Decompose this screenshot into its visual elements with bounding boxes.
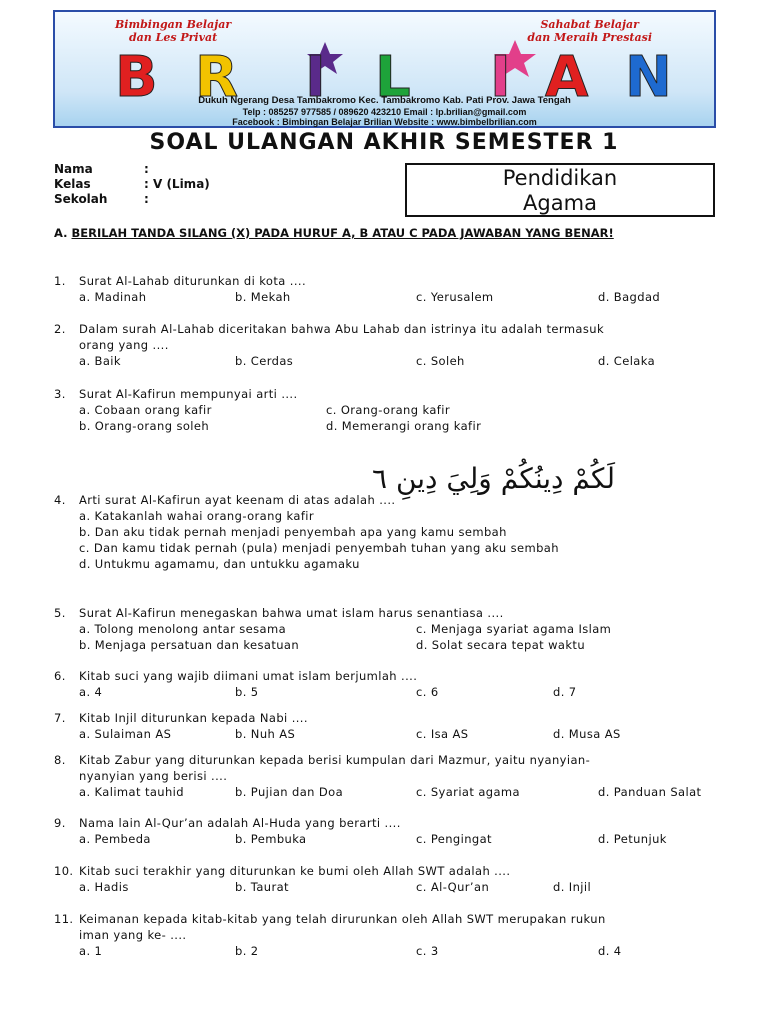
question-10 [54, 863, 734, 895]
option-d: d. Injil [553, 880, 592, 894]
option-b: b. Pujian dan Doa [235, 785, 344, 799]
option-a: a. Hadis [79, 880, 129, 894]
question-number: 10. [54, 864, 74, 878]
option-d: d. Panduan Salat [598, 785, 702, 799]
option-b: b. Dan aku tidak pernah menjadi penyembah apa yang kamu sembah [79, 525, 507, 539]
logo-letter-r: R [195, 45, 239, 110]
question-text: Surat Al-Lahab diturunkan di kota .... [79, 274, 307, 288]
tagline-left-line-2: dan Les Privat [128, 31, 218, 44]
question-11 [54, 911, 734, 959]
arabic-verse-text: لَكُمْ دِينُكُمْ وَلِيَ دِينِ ٦ [372, 462, 616, 495]
subject-line-2: Agama [523, 191, 597, 215]
question-3 [54, 386, 734, 434]
question-number: 3. [54, 387, 66, 401]
question-1 [54, 273, 734, 305]
option-c: c. 6 [416, 685, 439, 699]
option-c: c. Al-Qur’an [416, 880, 490, 894]
option-d: d. Solat secara tepat waktu [416, 638, 586, 652]
option-c: c. Yerusalem [416, 290, 494, 304]
tagline-right-line-2: dan Meraih Prestasi [527, 31, 652, 44]
option-b: b. Menjaga persatuan dan kesatuan [79, 638, 300, 652]
option-c: c. Syariat agama [416, 785, 520, 799]
question-5 [54, 605, 734, 653]
option-b: b. Nuh AS [235, 727, 296, 741]
kelas-value: : V (Lima) [144, 177, 210, 191]
option-c: c. Isa AS [416, 727, 469, 741]
question-text: Nama lain Al-Qur’an adalah Al-Huda yang berarti .... [79, 816, 401, 830]
logo-letter-i: I [305, 45, 326, 110]
option-b: b. Taurat [235, 880, 289, 894]
logo-letter-b: B [115, 45, 158, 110]
option-d: d. Bagdad [598, 290, 661, 304]
option-c: c. Menjaga syariat agama Islam [416, 622, 612, 636]
option-a: a. Cobaan orang kafir [79, 403, 212, 417]
subject-line-1: Pendidikan [502, 166, 618, 190]
option-b: b. Pembuka [235, 832, 307, 846]
tagline-right-line-1: Sahabat Belajar [540, 18, 639, 31]
question-text: Surat Al-Kafirun menegaskan bahwa umat islam harus senantiasa .... [79, 606, 504, 620]
option-d: d. Untukmu agamamu, dan untukku agamaku [79, 557, 360, 571]
option-b: b. 2 [235, 944, 259, 958]
logo-letter-i2: I [490, 45, 511, 110]
option-c: c. Orang-orang kafir [326, 403, 450, 417]
question-text: Keimanan kepada kitab-kitab yang telah dirurunkan oleh Allah SWT merupakan rukun [79, 912, 606, 926]
option-c: c. Soleh [416, 354, 465, 368]
question-text: Surat Al-Kafirun mempunyai arti .... [79, 387, 298, 401]
question-text: Kitab Injil diturunkan kepada Nabi .... [79, 711, 308, 725]
section-instruction [54, 225, 716, 241]
option-a: a. Madinah [79, 290, 147, 304]
header-banner [53, 10, 716, 128]
question-number: 4. [54, 493, 66, 507]
sekolah-label: Sekolah [54, 192, 108, 206]
option-b: b. Cerdas [235, 354, 294, 368]
section-letter: A. [54, 226, 68, 240]
question-text-cont: iman yang ke- .... [79, 928, 187, 942]
sekolah-field: : [144, 192, 149, 206]
option-b: b. Orang-orang soleh [79, 419, 210, 433]
option-a: a. Katakanlah wahai orang-orang kafir [79, 509, 315, 523]
question-number: 9. [54, 816, 66, 830]
question-number: 1. [54, 274, 66, 288]
banner-contact: Telp : 085257 977585 / 089620 423210 Email : lp.brilian@gmail.com [242, 107, 527, 117]
nama-field: : [144, 162, 149, 176]
option-d: d. Musa AS [553, 727, 621, 741]
question-text: Kitab suci yang wajib diimani umat islam berjumlah .... [79, 669, 418, 683]
question-text-cont: nyanyian yang berisi .... [79, 769, 228, 783]
kelas-label: Kelas [54, 177, 91, 191]
option-d: d. Memerangi orang kafir [326, 419, 482, 433]
option-a: a. Tolong menolong antar sesama [79, 622, 287, 636]
question-7 [54, 710, 734, 742]
question-text: Dalam surah Al-Lahab diceritakan bahwa Abu Lahab dan istrinya itu adalah termasuk [79, 322, 605, 336]
banner-address: Dukuh Ngerang Desa Tambakromo Kec. Tambakromo Kab. Pati Prov. Jawa Tengah [198, 95, 571, 106]
nama-label: Nama [54, 162, 93, 176]
question-number: 8. [54, 753, 66, 767]
option-a: a. Sulaiman AS [79, 727, 172, 741]
question-number: 2. [54, 322, 66, 336]
option-c: c. Dan kamu tidak pernah (pula) menjadi penyembah tuhan yang aku sembah [79, 541, 559, 555]
option-c: c. 3 [416, 944, 439, 958]
question-number: 7. [54, 711, 66, 725]
question-2 [54, 321, 734, 369]
option-c: c. Pengingat [416, 832, 492, 846]
option-a: a. Kalimat tauhid [79, 785, 184, 799]
question-number: 6. [54, 669, 66, 683]
question-text-cont: orang yang .... [79, 338, 169, 352]
question-9 [54, 815, 734, 847]
question-text: Arti surat Al-Kafirun ayat keenam di atas adalah .... [79, 493, 396, 507]
option-a: a. Baik [79, 354, 121, 368]
logo-letter-n: N [625, 45, 672, 110]
exam-title: SOAL ULANGAN AKHIR SEMESTER 1 [149, 130, 619, 155]
tagline-left-line-1: Bimbingan Belajar [115, 18, 232, 31]
option-d: d. Petunjuk [598, 832, 667, 846]
option-d: d. 7 [553, 685, 577, 699]
question-text: Kitab Zabur yang diturunkan kepada berisi kumpulan dari Mazmur, yaitu nyanyian- [79, 753, 591, 767]
question-number: 11. [54, 912, 74, 926]
option-a: a. Pembeda [79, 832, 151, 846]
option-d: d. 4 [598, 944, 622, 958]
option-a: a. 1 [79, 944, 103, 958]
option-d: d. Celaka [598, 354, 656, 368]
question-number: 5. [54, 606, 66, 620]
option-a: a. 4 [79, 685, 103, 699]
banner-contact-web: Facebook : Bimbingan Belajar Brilian Website : www.bimbelbrilian.com [232, 117, 537, 127]
question-4 [54, 492, 734, 572]
student-info [54, 162, 210, 207]
logo-letter-a: A [545, 45, 589, 110]
option-b: b. Mekah [235, 290, 291, 304]
question-8 [54, 752, 734, 800]
subject-box [405, 163, 715, 217]
instruction-text: BERILAH TANDA SILANG (X) PADA HURUF A, B ATAU C PADA JAWABAN YANG BENAR! [71, 226, 614, 240]
option-b: b. 5 [235, 685, 259, 699]
question-6 [54, 668, 734, 700]
logo-letter-l: L [375, 45, 411, 110]
question-text: Kitab suci terakhir yang diturunkan ke bumi oleh Allah SWT adalah .... [79, 864, 511, 878]
